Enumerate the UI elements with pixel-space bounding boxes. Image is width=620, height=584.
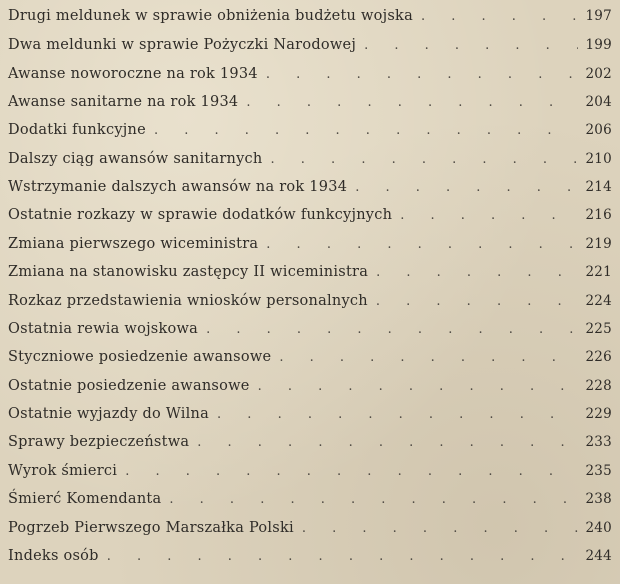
toc-entry-title: Zmiana pierwszego wiceministra bbox=[8, 236, 259, 252]
toc-entry bbox=[8, 207, 612, 229]
dot-leader bbox=[421, 9, 578, 24]
toc-entry-page: 225 bbox=[585, 321, 612, 337]
toc-entry-title: Ostatnie rozkazy w sprawie dodatków funkcyjnych bbox=[8, 207, 393, 223]
toc-entry-title: Ostatnia rewia wojskowa bbox=[8, 321, 199, 337]
dot-leader bbox=[364, 38, 578, 53]
toc-entry bbox=[8, 520, 612, 542]
toc-entry-title: Śmierć Komendanta bbox=[8, 491, 162, 507]
dot-leader bbox=[206, 322, 578, 337]
toc-entry bbox=[8, 491, 612, 513]
dot-leader bbox=[169, 492, 578, 507]
toc-entry-page: 228 bbox=[585, 378, 612, 394]
dot-leader bbox=[376, 294, 578, 309]
toc-entry-title: Ostatnie posiedzenie awansowe bbox=[8, 378, 250, 394]
toc-entry-title: Wstrzymanie dalszych awansów na rok 1934 bbox=[8, 179, 348, 195]
toc-entry-page: 199 bbox=[585, 37, 612, 53]
toc-entry bbox=[8, 406, 612, 428]
toc-entry-title: Ostatnie wyjazdy do Wilna bbox=[8, 406, 210, 422]
toc-entry-page: 216 bbox=[585, 207, 612, 223]
dot-leader bbox=[266, 67, 578, 82]
toc-entry bbox=[8, 293, 612, 315]
toc-entry bbox=[8, 8, 612, 30]
toc-entry bbox=[8, 378, 612, 400]
toc-entry-title: Styczniowe posiedzenie awansowe bbox=[8, 349, 272, 365]
toc-entry-page: 206 bbox=[585, 122, 612, 138]
toc-entry bbox=[8, 548, 612, 570]
toc-entry-title: Dwa meldunki w sprawie Pożyczki Narodowej bbox=[8, 37, 357, 53]
dot-leader bbox=[154, 123, 578, 138]
toc-entry bbox=[8, 463, 612, 485]
toc-entry bbox=[8, 122, 612, 144]
toc-entry bbox=[8, 236, 612, 258]
dot-leader bbox=[246, 95, 578, 110]
toc-entry bbox=[8, 94, 612, 116]
dot-leader bbox=[302, 521, 578, 536]
dot-leader bbox=[279, 350, 578, 365]
dot-leader bbox=[125, 464, 578, 479]
toc-entry-page: 233 bbox=[585, 434, 612, 450]
toc-entry-title: Pogrzeb Pierwszego Marszałka Polski bbox=[8, 520, 294, 536]
toc-entry-page: 197 bbox=[585, 8, 612, 24]
toc-entry bbox=[8, 37, 612, 59]
toc-entry bbox=[8, 349, 612, 371]
toc-entry-title: Dalszy ciąg awansów sanitarnych bbox=[8, 151, 263, 167]
toc-entry-page: 235 bbox=[585, 463, 612, 479]
toc-entry-page: 229 bbox=[585, 406, 612, 422]
toc-entry bbox=[8, 151, 612, 173]
toc-entry-page: 240 bbox=[585, 520, 612, 536]
toc-entry-page: 219 bbox=[585, 236, 612, 252]
dot-leader bbox=[400, 208, 578, 223]
toc-entry-page: 224 bbox=[585, 293, 612, 309]
toc-entry-page: 204 bbox=[585, 94, 612, 110]
toc-entry-page: 210 bbox=[585, 151, 612, 167]
toc-entry-title: Awanse sanitarne na rok 1934 bbox=[8, 94, 239, 110]
toc-entry-title: Wyrok śmierci bbox=[8, 463, 118, 479]
toc-entry-title: Zmiana na stanowisku zastępcy II wiceministra bbox=[8, 264, 369, 280]
toc-entry-title: Drugi meldunek w sprawie obniżenia budżetu wojska bbox=[8, 8, 413, 24]
dot-leader bbox=[355, 180, 578, 195]
toc-entry-title: Sprawy bezpieczeństwa bbox=[8, 434, 190, 450]
toc-entry-title: Dodatki funkcyjne bbox=[8, 122, 146, 138]
toc-entry-page: 221 bbox=[585, 264, 612, 280]
toc-entry bbox=[8, 264, 612, 286]
dot-leader bbox=[197, 435, 578, 450]
dot-leader bbox=[217, 407, 578, 422]
dot-leader bbox=[258, 379, 578, 394]
toc-entry bbox=[8, 179, 612, 201]
toc-entry-page: 202 bbox=[585, 66, 612, 82]
dot-leader bbox=[271, 152, 578, 167]
toc-entry-page: 226 bbox=[585, 349, 612, 365]
toc-entry-title: Rozkaz przedstawienia wniosków personalnych bbox=[8, 293, 368, 309]
toc-entry-page: 238 bbox=[585, 491, 612, 507]
dot-leader bbox=[107, 549, 578, 564]
toc-entry-page: 214 bbox=[585, 179, 612, 195]
toc-entry-page: 244 bbox=[585, 548, 612, 564]
toc-entry bbox=[8, 434, 612, 456]
toc-entry bbox=[8, 66, 612, 88]
toc-entry-title: Indeks osób bbox=[8, 548, 99, 564]
dot-leader bbox=[266, 237, 578, 252]
toc-entry-title: Awanse noworoczne na rok 1934 bbox=[8, 66, 258, 82]
dot-leader bbox=[376, 265, 578, 280]
toc-entry bbox=[8, 321, 612, 343]
